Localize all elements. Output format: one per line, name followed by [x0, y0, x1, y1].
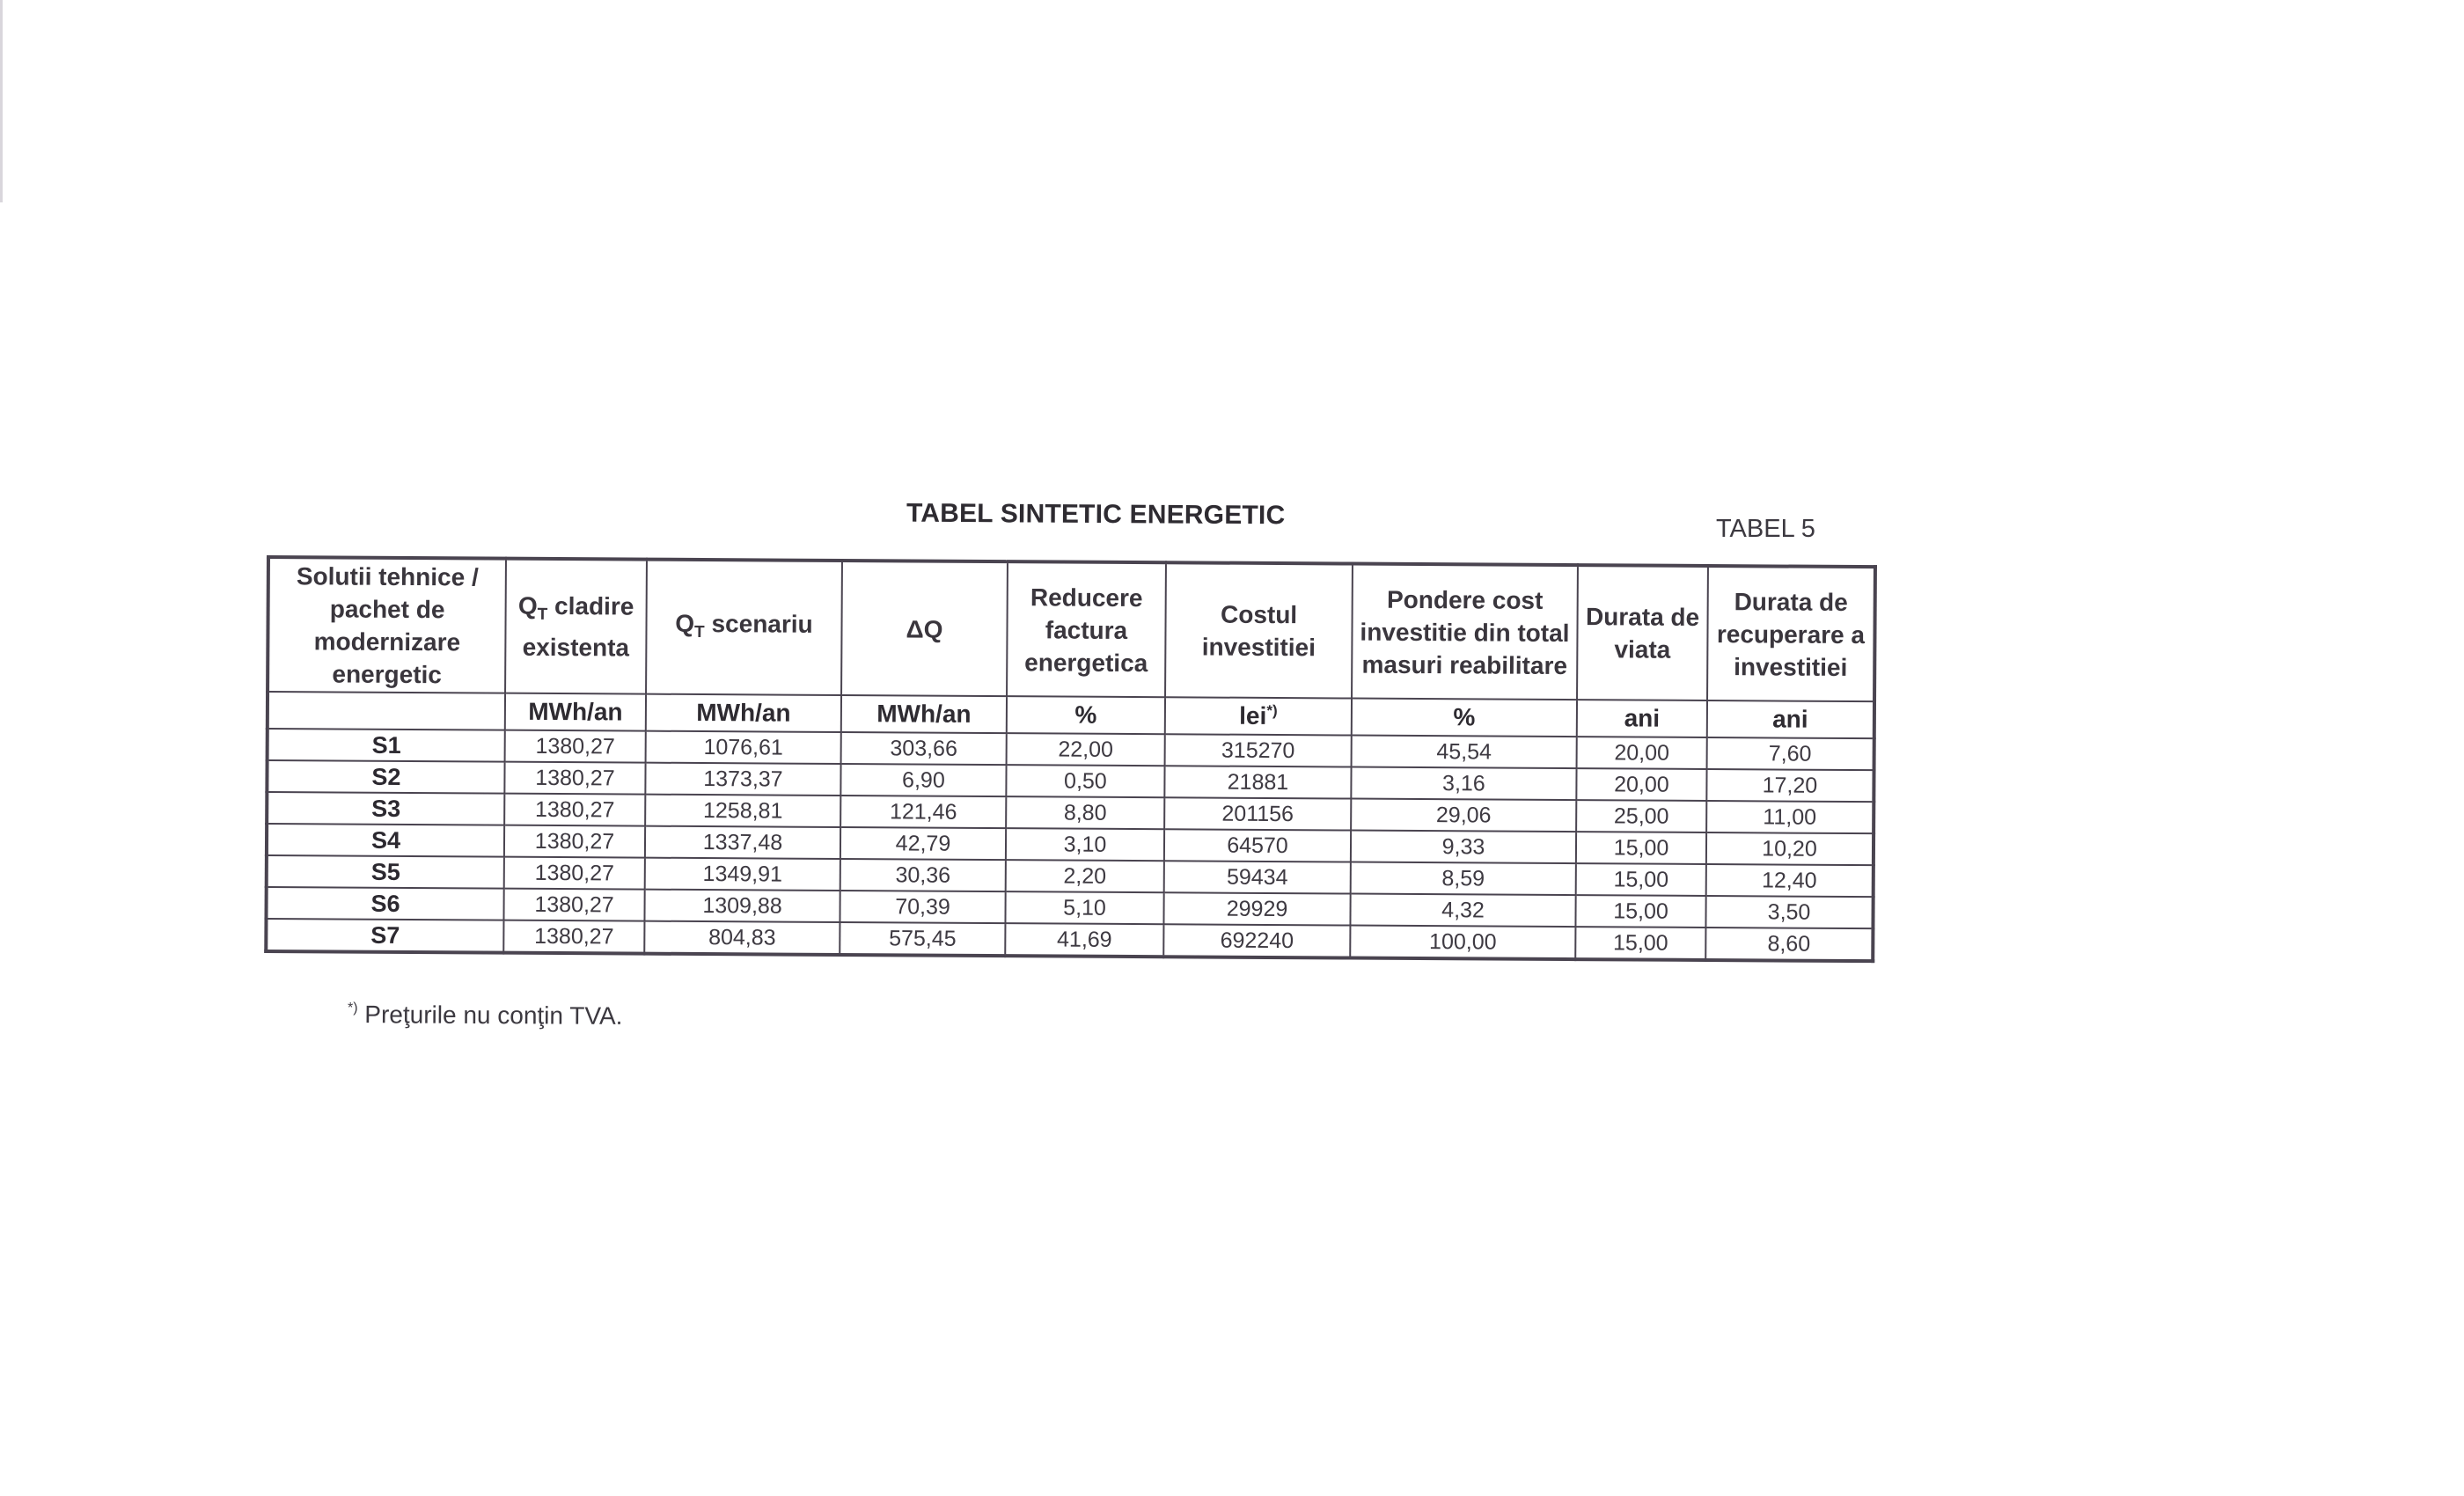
- unit-cell: MWh/an: [841, 695, 1007, 733]
- scan-edge-mark: [0, 0, 3, 202]
- lifetime-cell: 20,00: [1576, 768, 1706, 801]
- delta-q-cell: 6,90: [840, 764, 1006, 796]
- cost-share-cell: 100,00: [1350, 926, 1575, 960]
- table-header-row: [268, 557, 1875, 701]
- bill-reduction-cell: 41,69: [1005, 923, 1163, 957]
- energy-summary-table: [264, 555, 1877, 963]
- col-header-bill-reduction-text: Reducere factura energetica: [1024, 583, 1148, 677]
- col-header-lifetime: [1577, 565, 1708, 700]
- footnote: [348, 1001, 623, 1030]
- bill-reduction-cell: 0,50: [1006, 765, 1164, 797]
- solution-cell: S6: [266, 887, 503, 920]
- table-number-label: TABEL 5: [1716, 515, 1815, 543]
- delta-q-cell: 70,39: [840, 891, 1005, 923]
- qt-scenario-cell: 1258,81: [645, 795, 840, 827]
- col-header-payback-text: Durata de recuperare a investitiei: [1716, 587, 1866, 681]
- t-subscript: T: [537, 605, 548, 624]
- delta-q-cell: 575,45: [840, 922, 1005, 956]
- col-header-cost-share-text: Pondere cost investitie din total masuri reabilitare: [1360, 585, 1570, 679]
- investment-cost-cell: 692240: [1163, 924, 1350, 957]
- t-subscript: T: [694, 622, 705, 642]
- bill-reduction-cell: 22,00: [1007, 733, 1165, 766]
- col-header-solution-text: Solutii tehnice / pachet de modernizare energetic: [296, 562, 479, 689]
- solution-cell: S7: [266, 919, 503, 953]
- payback-cell: 3,50: [1705, 896, 1873, 928]
- bill-reduction-cell: 2,20: [1006, 860, 1164, 892]
- col-header-delta-q: [841, 561, 1008, 696]
- lifetime-cell: 15,00: [1576, 863, 1706, 896]
- qt-scenario-cell: 804,83: [644, 921, 840, 955]
- col-header-solution: [268, 557, 506, 693]
- unit-cell: MWh/an: [505, 693, 646, 731]
- col-header-payback: [1707, 566, 1875, 701]
- col-header-qt-scenario-text: scenariu: [711, 609, 813, 638]
- q-symbol: Q: [675, 609, 695, 637]
- qt-existing-cell: 1380,27: [505, 730, 646, 763]
- bill-reduction-cell: 8,80: [1006, 796, 1164, 829]
- bill-reduction-cell: 3,10: [1006, 828, 1164, 861]
- document-title: TABEL SINTETIC ENERGETIC: [906, 498, 1286, 531]
- qt-existing-cell: 1380,27: [504, 825, 645, 858]
- footnote-mark: *): [347, 1001, 358, 1016]
- cost-share-cell: 29,06: [1351, 799, 1576, 832]
- qt-existing-cell: 1380,27: [504, 794, 645, 826]
- delta-q-cell: 30,36: [840, 859, 1006, 891]
- qt-scenario-cell: 1373,37: [645, 763, 840, 796]
- solution-cell: S3: [267, 792, 504, 825]
- qt-existing-cell: 1380,27: [504, 857, 645, 890]
- lifetime-cell: 20,00: [1577, 737, 1707, 769]
- payback-cell: 12,40: [1706, 864, 1874, 897]
- investment-cost-cell: 29929: [1163, 892, 1350, 925]
- payback-cell: 10,20: [1706, 832, 1874, 865]
- investment-cost-cell: 21881: [1164, 766, 1351, 798]
- qt-existing-cell: 1380,27: [503, 920, 644, 954]
- unit-cell: ani: [1577, 700, 1707, 737]
- energy-summary-table-wrapper: [264, 555, 1877, 963]
- payback-cell: 7,60: [1707, 737, 1874, 770]
- lifetime-cell: 15,00: [1575, 895, 1705, 928]
- unit-cell: %: [1007, 696, 1165, 734]
- qt-scenario-cell: 1076,61: [646, 731, 841, 764]
- investment-cost-cell: 315270: [1165, 734, 1352, 766]
- delta-q-cell: 42,79: [840, 827, 1006, 860]
- footnote-text: Preţurile nu conţin TVA.: [364, 1001, 623, 1030]
- cost-share-cell: 9,33: [1351, 831, 1576, 864]
- delta-q-cell: 303,66: [841, 732, 1007, 765]
- col-header-lifetime-text: Durata de viata: [1585, 603, 1700, 664]
- investment-cost-cell: 59434: [1164, 861, 1351, 893]
- col-header-cost-share: [1352, 564, 1578, 700]
- cost-share-cell: 4,32: [1350, 894, 1575, 928]
- payback-cell: 8,60: [1705, 928, 1873, 961]
- col-header-investment-cost-text: Costul investitiei: [1201, 600, 1316, 662]
- solution-cell: S4: [267, 824, 504, 857]
- delta-q-cell: 121,46: [840, 796, 1006, 828]
- qt-existing-cell: 1380,27: [504, 762, 645, 795]
- unit-cell: ani: [1707, 700, 1874, 738]
- payback-cell: 17,20: [1706, 769, 1874, 802]
- qt-scenario-cell: 1349,91: [645, 858, 840, 891]
- footnote-reference-mark: *): [1266, 701, 1278, 720]
- unit-cell: MWh/an: [646, 694, 841, 732]
- qt-existing-cell: 1380,27: [503, 889, 644, 921]
- col-header-qt-existing: [505, 559, 647, 694]
- unit-cell: [268, 692, 505, 730]
- cost-share-cell: 8,59: [1351, 862, 1576, 896]
- col-header-qt-scenario: [646, 560, 842, 695]
- col-header-delta-q-text: ΔQ: [906, 614, 943, 643]
- col-header-qt-existing-text: cladire existenta: [522, 591, 634, 662]
- lifetime-cell: 15,00: [1576, 832, 1706, 864]
- col-header-bill-reduction: [1007, 561, 1166, 697]
- lifetime-cell: 25,00: [1576, 800, 1706, 832]
- payback-cell: 11,00: [1706, 801, 1874, 833]
- investment-cost-cell: 64570: [1164, 829, 1351, 862]
- solution-cell: S1: [268, 729, 505, 762]
- investment-cost-cell: 201156: [1164, 797, 1351, 830]
- solution-cell: S5: [267, 855, 504, 889]
- cost-share-cell: 45,54: [1352, 736, 1577, 769]
- unit-lei-text: lei: [1239, 701, 1267, 730]
- q-symbol: Q: [517, 591, 538, 620]
- solution-cell: S2: [267, 760, 504, 794]
- qt-scenario-cell: 1309,88: [644, 890, 840, 922]
- unit-cell: %: [1352, 699, 1577, 737]
- lifetime-cell: 15,00: [1575, 927, 1705, 960]
- bill-reduction-cell: 5,10: [1005, 891, 1163, 924]
- col-header-investment-cost: [1165, 562, 1353, 698]
- qt-scenario-cell: 1337,48: [645, 826, 840, 859]
- unit-cell-lei: [1165, 697, 1352, 735]
- cost-share-cell: 3,16: [1351, 767, 1576, 801]
